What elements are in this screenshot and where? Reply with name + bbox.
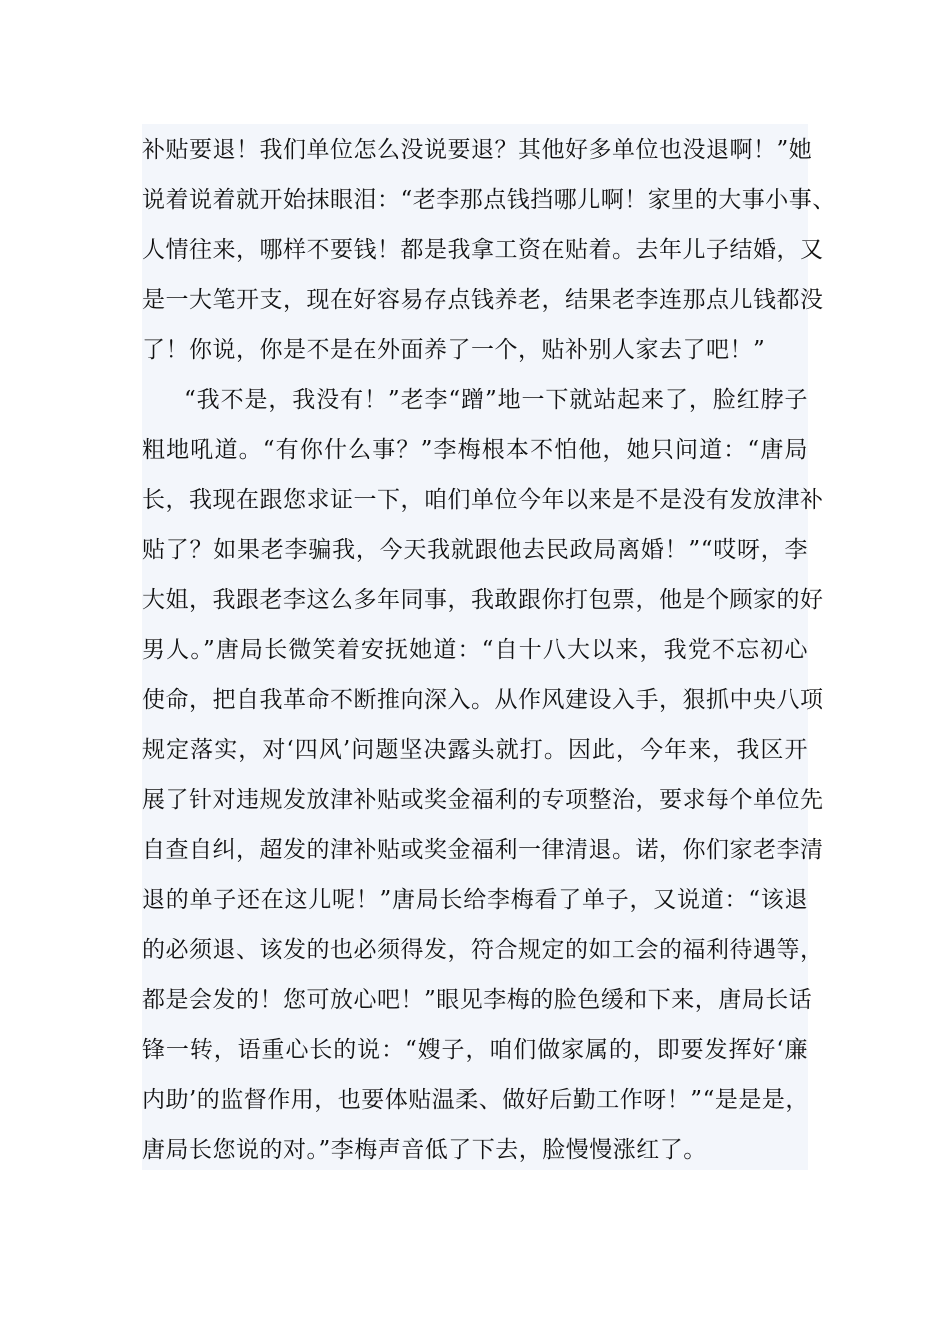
text-line-17: 的必须退、该发的也必须得发，符合规定的如工会的福利待遇等，: [142, 937, 824, 963]
text-line-15: 自查自纠，超发的津补贴或奖金福利一律清退。诺，你们家老李清: [142, 837, 824, 863]
text-line-12: 使命，把自我革命不断推向深入。从作风建设入手，狠抓中央八项: [142, 687, 824, 713]
text-line-16: 退的单子还在这儿呢！”唐局长给李梅看了单子，又说道：“该退: [142, 887, 808, 913]
text-line-2: 说着说着就开始抹眼泪：“老李那点钱挡哪儿啊！家里的大事小事、: [142, 187, 836, 213]
text-line-6: “我不是，我没有！”老李“蹭”地一下就站起来了，脸红脖子: [184, 387, 808, 413]
text-line-19: 锋一转，语重心长的说：“嫂子，咱们做家属的，即要发挥好‘廉: [142, 1037, 808, 1063]
text-line-5: 了！你说，你是不是在外面养了一个，贴补别人家去了吧！”: [142, 337, 766, 363]
text-line-10: 大姐，我跟老李这么多年同事，我敢跟你打包票，他是个顾家的好: [142, 587, 824, 613]
text-line-4: 是一大笔开支，现在好容易存点钱养老，结果老李连那点儿钱都没: [142, 287, 824, 313]
text-line-20: 内助’的监督作用，也要体贴温柔、做好后勤工作呀！”“是是是，: [142, 1087, 809, 1113]
text-line-7: 粗地吼道。“有你什么事？”李梅根本不怕他，她只问道：“唐局: [142, 437, 808, 463]
text-line-9: 贴了？如果老李骗我，今天我就跟他去民政局离婚！”“哎呀，李: [142, 537, 808, 563]
text-line-18: 都是会发的！您可放心吧！”眼见李梅的脸色缓和下来，唐局长话: [142, 987, 813, 1013]
text-line-14: 展了针对违规发放津补贴或奖金福利的专项整治，要求每个单位先: [142, 787, 824, 813]
text-line-13: 规定落实，对‘四风’问题坚决露头就打。因此，今年来，我区开: [142, 737, 808, 763]
text-line-1: 补贴要退！我们单位怎么没说要退？其他好多单位也没退啊！”她: [142, 137, 813, 163]
text-line-3: 人情往来，哪样不要钱！都是我拿工资在贴着。去年儿子结婚，又: [142, 237, 824, 263]
text-line-11: 男人。”唐局长微笑着安抚她道：“自十八大以来，我党不忘初心: [142, 637, 808, 663]
text-line-21: 唐局长您说的对。”李梅声音低了下去，脸慢慢涨红了。: [142, 1137, 707, 1163]
text-line-8: 长，我现在跟您求证一下，咱们单位今年以来是不是没有发放津补: [142, 487, 824, 513]
